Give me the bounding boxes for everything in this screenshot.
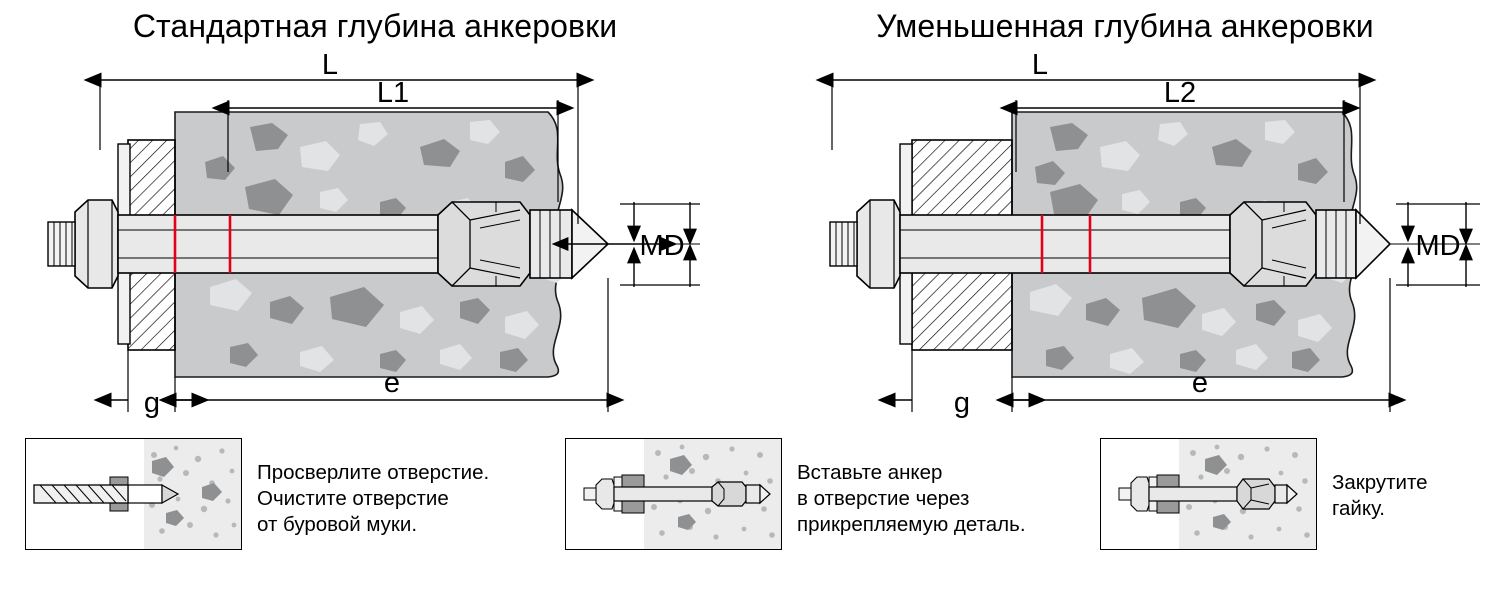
- diagram-svg-standard: [0, 52, 750, 432]
- threaded-stud-end: [48, 222, 75, 266]
- panel-title-reduced: Уменьшенная глубина анкеровки: [876, 8, 1374, 44]
- dim-label-L2: L2: [1163, 77, 1197, 109]
- dimension-g: [894, 350, 1030, 419]
- dim-label-L1: L1: [376, 77, 410, 109]
- threaded-stud-end: [830, 222, 857, 266]
- diagram-reduced-depth: [750, 52, 1500, 432]
- dim-label-g: g: [143, 387, 161, 419]
- installation-steps: [0, 438, 1500, 598]
- step-2: [565, 438, 1105, 598]
- step-1-thumbnail: [25, 438, 242, 550]
- dim-label-L: L: [1031, 52, 1049, 81]
- step-1-caption: [257, 460, 557, 538]
- step-1: [25, 438, 565, 598]
- dimension-MD: [1390, 202, 1480, 287]
- anchor-cone-tip: [1316, 210, 1390, 278]
- step-1-line-2: Очистите отверстие: [257, 487, 449, 510]
- diagram-standard-depth: [0, 52, 750, 432]
- panel-title-standard: Стандартная глубина анкеровки: [132, 8, 618, 44]
- hex-nut: [857, 200, 900, 288]
- expansion-clip: [1230, 202, 1316, 286]
- step-2-line-3: прикрепляемую деталь.: [797, 513, 1026, 536]
- step-3-thumbnail: [1100, 438, 1317, 550]
- dim-label-e: e: [383, 367, 401, 399]
- anchor-insert-icon: [566, 439, 781, 549]
- drill-bit-icon: [26, 439, 241, 549]
- dim-label-e: e: [1191, 367, 1209, 399]
- expansion-clip: [438, 202, 530, 286]
- dim-label-L: L: [321, 52, 339, 81]
- step-1-line-1: Просверлите отверстие.: [257, 461, 490, 484]
- step-1-line-3: от буровой муки.: [257, 513, 418, 536]
- dimension-MD: [567, 202, 700, 287]
- dim-label-MD: MD: [1415, 230, 1461, 262]
- step-3-caption: [1332, 470, 1500, 522]
- tighten-nut-icon: [1101, 439, 1316, 549]
- anchor-shaft: [900, 215, 1230, 273]
- step-3: [1100, 438, 1500, 598]
- hex-nut: [75, 200, 118, 288]
- panel-standard-depth: [0, 0, 750, 430]
- dim-label-MD: MD: [639, 230, 685, 262]
- anchor-shaft: [118, 215, 438, 273]
- step-3-line-2: гайку.: [1332, 497, 1385, 520]
- step-2-line-2: в отверстие через: [797, 487, 970, 510]
- step-3-line-1: Закрутите: [1332, 471, 1428, 494]
- step-2-line-1: Вставьте анкер: [797, 461, 943, 484]
- step-2-thumbnail: [565, 438, 782, 550]
- dim-label-g: g: [953, 387, 971, 419]
- step-2-caption: [797, 460, 1097, 538]
- panel-reduced-depth: [750, 0, 1500, 430]
- diagram-svg-reduced: [750, 52, 1500, 432]
